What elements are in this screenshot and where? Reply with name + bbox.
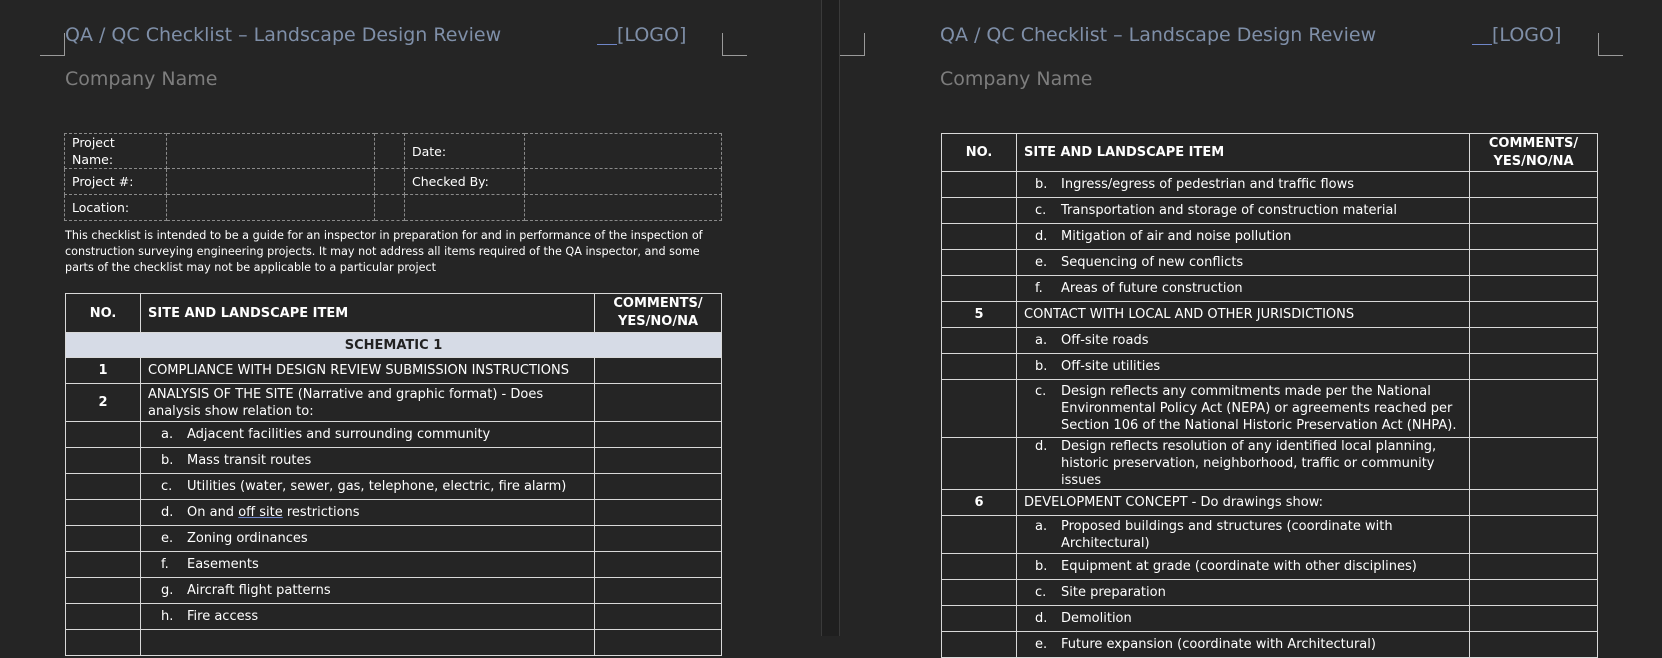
no-cell [942,354,1017,380]
checked-by-field[interactable] [525,169,722,195]
sub-item: b. Off-site utilities [1017,354,1470,380]
no-cell [66,552,141,578]
table-row [942,490,1598,516]
table-row [942,328,1598,354]
table-row [66,500,722,526]
no-cell [942,632,1017,658]
header-title[interactable]: QA / QC Checklist – Landscape Design Review [940,24,1377,46]
sub-item: f. Areas of future construction [1017,276,1470,302]
info-empty-cell [525,195,722,221]
table-row [66,448,722,474]
no-cell [942,224,1017,250]
comments-cell[interactable] [1470,580,1598,606]
table-row [66,604,722,630]
col-header-comments: COMMENTS/ YES/NO/NA [1470,134,1598,172]
item-text: ANALYSIS OF THE SITE (Narrative and graphic format) - Does analysis show relation to: [141,384,595,422]
crop-mark-top-right [722,33,747,56]
sub-item: e. Sequencing of new conflicts [1017,250,1470,276]
no-cell [942,580,1017,606]
no-cell [942,328,1017,354]
no-cell [942,554,1017,580]
table-row [66,422,722,448]
comments-cell[interactable] [595,578,722,604]
col-header-no: NO. [942,134,1017,172]
header-logo-placeholder[interactable] [1472,24,1561,46]
table-row [66,578,722,604]
table-row [66,474,722,500]
table-header-row [942,134,1598,172]
table-row [942,250,1598,276]
comments-cell[interactable] [1470,380,1598,438]
no-cell [66,474,141,500]
date-label: Date: [405,134,525,169]
no-cell [942,198,1017,224]
sub-item: d. On and off site restrictions [141,500,595,526]
comments-cell[interactable] [595,630,722,656]
section-band-row [66,333,722,358]
no-cell [942,276,1017,302]
item-number: 6 [942,490,1017,516]
table-row [942,172,1598,198]
item-text: COMPLIANCE WITH DESIGN REVIEW SUBMISSION INSTRUCTIONS [141,358,595,384]
table-row [942,438,1598,490]
sub-item: a. Adjacent facilities and surrounding community [141,422,595,448]
sub-item: d. Demolition [1017,606,1470,632]
no-cell [66,526,141,552]
table-header-row [66,294,722,333]
sub-item: c. Site preparation [1017,580,1470,606]
crop-mark-top-left [40,33,65,56]
comments-cell[interactable] [1470,516,1598,554]
header-title[interactable]: QA / QC Checklist – Landscape Design Review [65,24,502,46]
company-name[interactable]: Company Name [940,68,1093,90]
item-number: 2 [66,384,141,422]
table-row [942,580,1598,606]
no-cell [942,606,1017,632]
document-page-left [0,0,821,636]
comments-cell[interactable] [1470,172,1598,198]
logo-text: [LOGO] [1492,24,1562,46]
no-cell [942,380,1017,438]
table-row [942,276,1598,302]
section-title: SCHEMATIC 1 [66,333,722,358]
info-spacer-cell [375,169,405,195]
table-row [942,224,1598,250]
comments-cell[interactable] [595,448,722,474]
no-cell [66,578,141,604]
checklist-table-right [941,133,1598,658]
header-logo-placeholder[interactable] [597,24,686,46]
comments-cell[interactable] [1470,632,1598,658]
disclaimer-text[interactable]: This checklist is intended to be a guide for an inspector in preparation for and in performance of the inspection of construction surveying engineering projects. It may not address all items required of the QA inspector, and some parts of the checklist may not be applicable to a particular project [65,229,703,274]
location-label: Location: [65,195,167,221]
logo-anchor [1472,24,1492,45]
col-header-item: SITE AND LANDSCAPE ITEM [1017,134,1470,172]
comments-cell[interactable] [595,552,722,578]
comments-cell[interactable] [1470,250,1598,276]
sub-item: e. Zoning ordinances [141,526,595,552]
item-number: 5 [942,302,1017,328]
info-spacer-cell [375,134,405,169]
table-row [942,380,1598,438]
project-number-field[interactable] [167,169,375,195]
comments-cell[interactable] [1470,276,1598,302]
col-header-no: NO. [66,294,141,333]
table-row [942,198,1598,224]
sub-item: b. Equipment at grade (coordinate with other disciplines) [1017,554,1470,580]
table-row [66,552,722,578]
project-name-field[interactable] [167,134,375,169]
comments-cell[interactable] [1470,224,1598,250]
no-cell [942,172,1017,198]
no-cell [942,250,1017,276]
comments-cell[interactable] [1470,328,1598,354]
comments-cell[interactable] [1470,438,1598,490]
logo-text: [LOGO] [617,24,687,46]
comments-cell[interactable] [1470,302,1598,328]
checked-by-label: Checked By: [405,169,525,195]
no-cell [66,630,141,656]
sub-item: a. Off-site roads [1017,328,1470,354]
comments-cell[interactable] [1470,606,1598,632]
sub-item: h. Fire access [141,604,595,630]
checklist-table-left [65,293,722,656]
sub-item: f. Easements [141,552,595,578]
table-row [66,630,722,656]
item-text: CONTACT WITH LOCAL AND OTHER JURISDICTIONS [1017,302,1470,328]
no-cell [66,448,141,474]
col-header-item: SITE AND LANDSCAPE ITEM [141,294,595,333]
spellcheck-underline: off site [238,505,283,520]
comments-cell[interactable] [595,604,722,630]
table-row [942,302,1598,328]
table-row [942,554,1598,580]
sub-item: b. Mass transit routes [141,448,595,474]
project-number-label: Project #: [65,169,167,195]
no-cell [942,438,1017,490]
sub-item: c. Design reflects any commitments made per the National Environmental Policy Act (NEPA) or agreements reached per Section 106 of the National Historic Preservation Act (NHPA). [1017,380,1470,438]
logo-anchor [597,24,617,45]
sub-item: c. Utilities (water, sewer, gas, telephone, electric, fire alarm) [141,474,595,500]
no-cell [66,422,141,448]
comments-cell[interactable] [595,358,722,384]
comments-cell[interactable] [595,526,722,552]
comments-cell[interactable] [1470,554,1598,580]
table-row [66,358,722,384]
table-row [942,354,1598,380]
comments-cell[interactable] [1470,198,1598,224]
sub-item: c. Transportation and storage of construction material [1017,198,1470,224]
company-name[interactable]: Company Name [65,68,218,90]
location-field[interactable] [167,195,375,221]
info-empty-cell [405,195,525,221]
comments-cell[interactable] [595,474,722,500]
comments-cell[interactable] [1470,490,1598,516]
comments-cell[interactable] [1470,354,1598,380]
item-text: DEVELOPMENT CONCEPT - Do drawings show: [1017,490,1470,516]
sub-item: d. Design reflects resolution of any identified local planning, historic preservation, neighborhood, traffic or community issues [1017,438,1470,490]
comments-cell[interactable] [595,422,722,448]
project-info-table [64,133,722,221]
sub-item: a. Proposed buildings and structures (coordinate with Architectural) [1017,516,1470,554]
crop-mark-top-left [840,33,865,56]
date-field[interactable] [525,134,722,169]
info-spacer-cell [375,195,405,221]
document-page-right [840,0,1662,652]
sub-item: e. Future expansion (coordinate with Architectural) [1017,632,1470,658]
sub-item: b. Ingress/egress of pedestrian and traffic flows [1017,172,1470,198]
no-cell [66,500,141,526]
table-row [942,606,1598,632]
col-header-comments: COMMENTS/ YES/NO/NA [595,294,722,333]
sub-item: g. Aircraft flight patterns [141,578,595,604]
page-gutter [821,0,840,636]
crop-mark-top-right [1598,33,1623,56]
no-cell [942,516,1017,554]
table-row [942,516,1598,554]
table-row [66,384,722,422]
table-row [66,526,722,552]
no-cell [66,604,141,630]
item-number: 1 [66,358,141,384]
sub-item: d. Mitigation of air and noise pollution [1017,224,1470,250]
comments-cell[interactable] [595,384,722,422]
project-name-label: Project Name: [65,134,167,169]
table-row [942,632,1598,658]
item-cell [141,630,595,656]
comments-cell[interactable] [595,500,722,526]
